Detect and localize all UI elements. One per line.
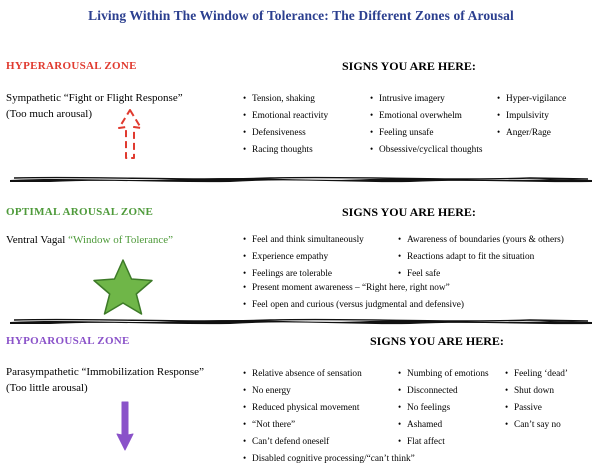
- zone-description-optimal-highlight: “Window of Tolerance”: [68, 234, 173, 246]
- list-item: • Can’t say no: [505, 416, 568, 433]
- list-item: • Disabled cognitive processing/“can’t think”: [243, 450, 415, 467]
- list-item: • Feelings are tolerable: [243, 265, 364, 282]
- purple-down-arrow-icon: [105, 400, 145, 452]
- zone-label-optimal: OPTIMAL AROUSAL ZONE: [6, 206, 154, 218]
- list-item: • Intrusive imagery: [370, 90, 483, 107]
- zone-description-hyperarousal: [6, 90, 183, 122]
- list-item: • Obsessive/cyclical thoughts: [370, 141, 483, 158]
- list-item: • Ashamed: [398, 416, 489, 433]
- list-item: • Hyper-vigilance: [497, 90, 566, 107]
- signs-list-hyperarousal-col2: [370, 90, 483, 158]
- signs-list-hyperarousal-col1: [243, 90, 328, 158]
- zone-description-optimal: [6, 232, 173, 248]
- signs-list-optimal-col2: [398, 231, 564, 282]
- list-item: • Tension, shaking: [243, 90, 328, 107]
- list-item: • Shut down: [505, 382, 568, 399]
- list-item: • Can’t defend oneself: [243, 433, 415, 450]
- list-item: • “Not there”: [243, 416, 415, 433]
- zone-description-hypoarousal-line2: (Too little arousal): [6, 382, 88, 394]
- list-item: • Reduced physical movement: [243, 399, 415, 416]
- list-item: • Racing thoughts: [243, 141, 328, 158]
- list-item: • Numbing of emotions: [398, 365, 489, 382]
- list-item: • Disconnected: [398, 382, 489, 399]
- zone-description-hyperarousal-line1: Sympathetic “Fight or Flight Response”: [6, 92, 183, 104]
- signs-list-optimal-wide: [243, 279, 464, 313]
- list-item: • Experience empathy: [243, 248, 364, 265]
- zone-label-hypoarousal: HYPOAROUSAL ZONE: [6, 335, 130, 347]
- signs-header-optimal: SIGNS YOU ARE HERE:: [342, 205, 476, 219]
- zone-label-hyperarousal: HYPERAROUSAL ZONE: [6, 60, 137, 72]
- red-up-arrow-icon: [110, 108, 150, 160]
- brush-stroke-divider-bottom: [10, 318, 592, 325]
- list-item: • Feeling ‘dead’: [505, 365, 568, 382]
- zone-description-hypoarousal-line1: Parasympathetic “Immobilization Response”: [6, 366, 204, 378]
- signs-list-hyperarousal-col3: [497, 90, 566, 141]
- list-item: • Flat affect: [398, 433, 489, 450]
- list-item: • Feel and think simultaneously: [243, 231, 364, 248]
- list-item: • Feel safe: [398, 265, 564, 282]
- list-item: • Reactions adapt to fit the situation: [398, 248, 564, 265]
- list-item: • No energy: [243, 382, 415, 399]
- list-item: • Feeling unsafe: [370, 124, 483, 141]
- zone-description-hypoarousal: [6, 364, 204, 396]
- zone-description-optimal-prefix: Ventral Vagal: [6, 234, 69, 246]
- list-item: • Feel open and curious (versus judgmental and defensive): [243, 296, 464, 313]
- list-item: • Emotional overwhelm: [370, 107, 483, 124]
- signs-list-hypoarousal-col3: [505, 365, 568, 433]
- page-title: Living Within The Window of Tolerance: The Different Zones of Arousal: [88, 8, 514, 23]
- list-item: • Relative absence of sensation: [243, 365, 415, 382]
- list-item: • Anger/Rage: [497, 124, 566, 141]
- list-item: • Emotional reactivity: [243, 107, 328, 124]
- list-item: • Passive: [505, 399, 568, 416]
- list-item: • Awareness of boundaries (yours & others): [398, 231, 564, 248]
- signs-list-optimal-col1: [243, 231, 364, 282]
- list-item: • Impulsivity: [497, 107, 566, 124]
- zone-description-hyperarousal-line2: (Too much arousal): [6, 108, 92, 120]
- signs-list-hypoarousal-col2: [398, 365, 489, 450]
- list-item: • Present moment awareness – “Right here, right now”: [243, 279, 464, 296]
- list-item: • No feelings: [398, 399, 489, 416]
- brush-stroke-divider-top: [10, 176, 592, 183]
- list-item: • Defensiveness: [243, 124, 328, 141]
- green-star-icon: [92, 258, 154, 316]
- signs-header-hyperarousal: SIGNS YOU ARE HERE:: [342, 59, 476, 73]
- signs-list-hypoarousal-col1: [243, 365, 415, 467]
- signs-header-hypoarousal: SIGNS YOU ARE HERE:: [370, 334, 504, 348]
